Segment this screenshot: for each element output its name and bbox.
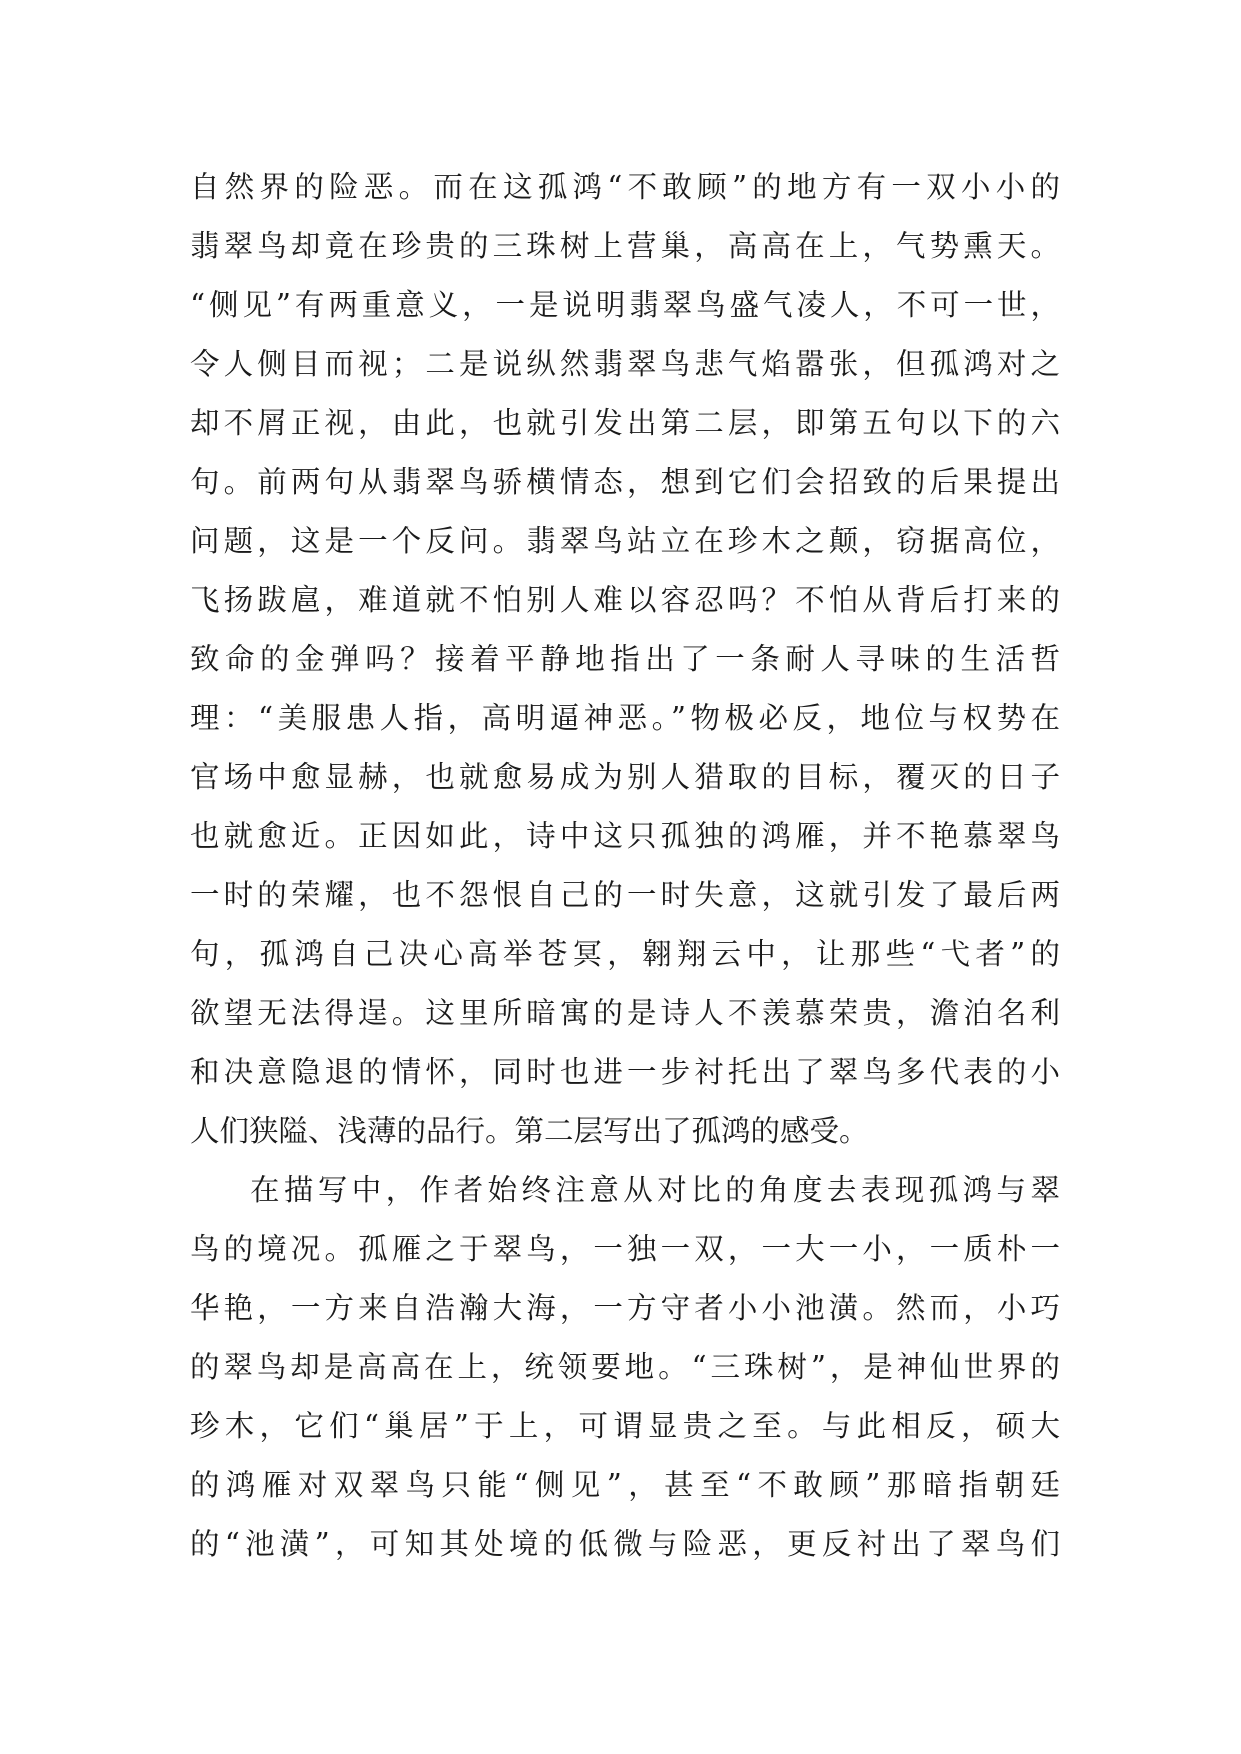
text-line: 官场中愈显赫，也就愈易成为别人猎取的目标，覆灭的日子 [190, 760, 1060, 794]
text-line: 翡翠鸟却竟在珍贵的三珠树上营巢，高高在上，气势熏天。 [190, 229, 1060, 263]
text-line: 和决意隐退的情怀，同时也进一步衬托出了翠鸟多代表的小 [190, 1055, 1060, 1089]
text-line: 的翠鸟却是高高在上，统领要地。“三珠树”，是神仙世界的 [190, 1350, 1060, 1384]
text-line: 在描写中，作者始终注意从对比的角度去表现孤鸿与翠 [250, 1173, 1060, 1207]
text-line: 的“池潢”，可知其处境的低微与险恶，更反衬出了翠鸟们 [190, 1527, 1060, 1561]
body-text [190, 158, 1060, 1574]
text-line: 鸟的境况。孤雁之于翠鸟，一独一双，一大一小，一质朴一 [190, 1232, 1060, 1266]
text-line: 令人侧目而视；二是说纵然翡翠鸟悲气焰嚣张，但孤鸿对之 [190, 347, 1060, 381]
text-line: 飞扬跋扈，难道就不怕别人难以容忍吗？不怕从背后打来的 [190, 583, 1060, 617]
text-line: 自然界的险恶。而在这孤鸿“不敢顾”的地方有一双小小的 [190, 170, 1060, 204]
text-line: 欲望无法得逞。这里所暗寓的是诗人不羡慕荣贵，澹泊名利 [190, 996, 1060, 1030]
paragraph-1 [190, 158, 1060, 1161]
text-line: “侧见”有两重意义，一是说明翡翠鸟盛气凌人，不可一世， [190, 288, 1060, 322]
text-line: 句。前两句从翡翠鸟骄横情态，想到它们会招致的后果提出 [190, 465, 1060, 499]
text-line: 理：“美服患人指，高明逼神恶。”物极必反，地位与权势在 [190, 701, 1060, 735]
text-line: 一时的荣耀，也不怨恨自己的一时失意，这就引发了最后两 [190, 878, 1060, 912]
text-line: 也就愈近。正因如此，诗中这只孤独的鸿雁，并不艳慕翠鸟 [190, 819, 1060, 853]
text-line: 问题，这是一个反问。翡翠鸟站立在珍木之颠，窃据高位， [190, 524, 1060, 558]
text-line: 人们狭隘、浅薄的品行。第二层写出了孤鸿的感受。 [190, 1114, 869, 1148]
text-line: 致命的金弹吗？接着平静地指出了一条耐人寻味的生活哲 [190, 642, 1060, 676]
text-line: 的鸿雁对双翠鸟只能“侧见”，甚至“不敢顾”那暗指朝廷 [190, 1468, 1060, 1502]
text-line: 却不屑正视，由此，也就引发出第二层，即第五句以下的六 [190, 406, 1060, 440]
text-line: 珍木，它们“巢居”于上，可谓显贵之至。与此相反，硕大 [190, 1409, 1060, 1443]
paragraph-2 [190, 1161, 1060, 1574]
text-line: 句，孤鸿自己决心高举苍冥，翱翔云中，让那些“弋者”的 [190, 937, 1060, 971]
text-line: 华艳，一方来自浩瀚大海，一方守者小小池潢。然而，小巧 [190, 1291, 1060, 1325]
